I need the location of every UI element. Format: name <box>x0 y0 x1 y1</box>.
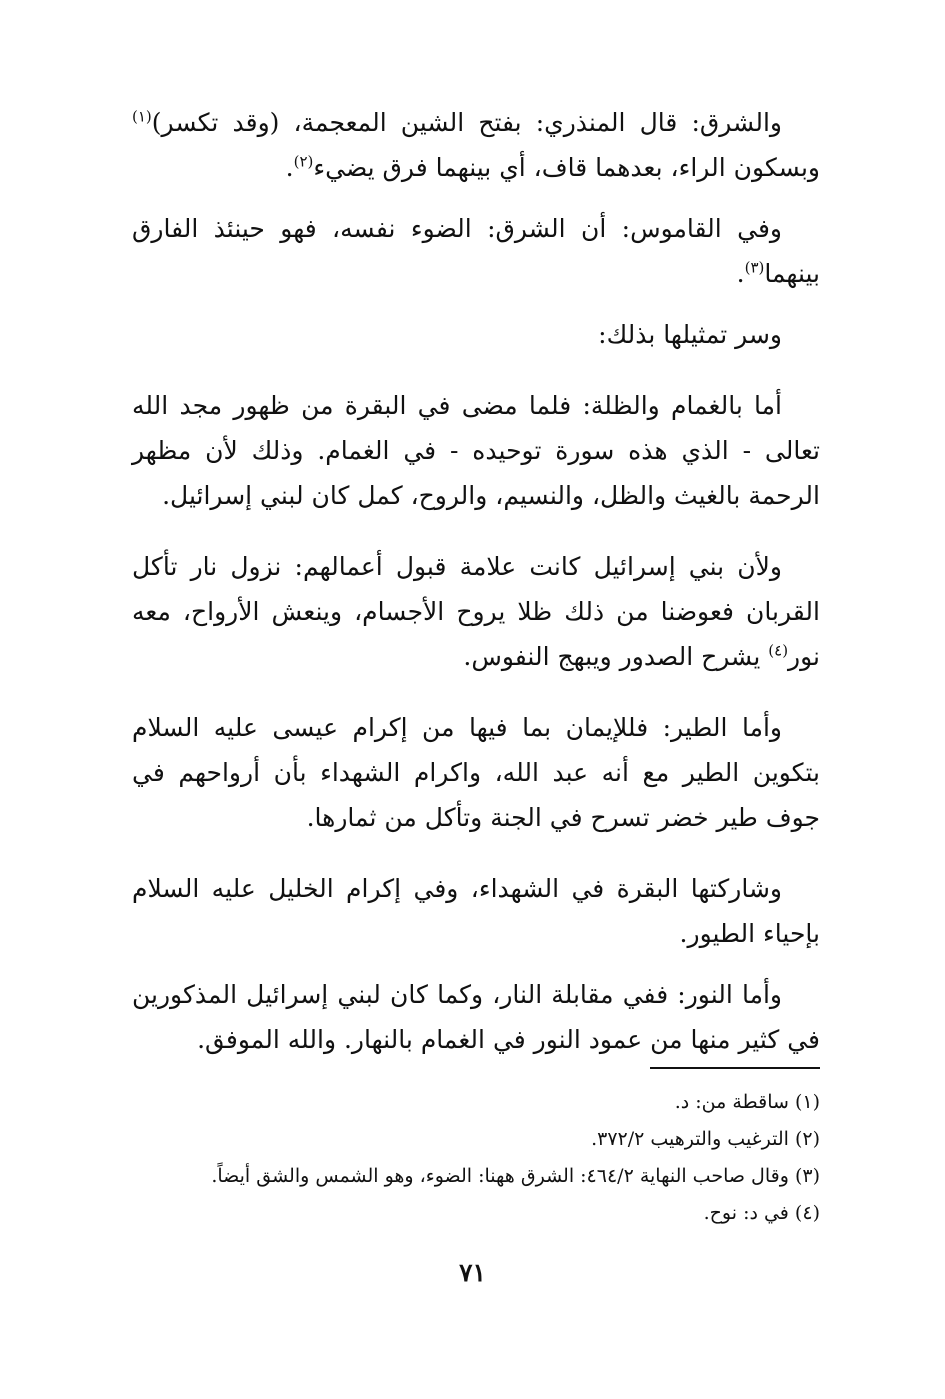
footnote-3: (٣) وقال صاحب النهاية ٤٦٤/٢: الشرق ههنا: الضوء، وهو الشمس والشق أيضاً. <box>211 1165 820 1187</box>
paragraph-1-text-cont: وبسكون الراء، بعدهما قاف، أي بينهما فرق يضيء <box>313 153 820 182</box>
paragraph-2-text: وفي القاموس: أن الشرق: الضوء نفسه، فهو حينئذ الفارق بينهما <box>132 214 820 288</box>
footnote-ref-3[interactable]: (٣) <box>744 258 765 277</box>
paragraph-7: وشاركتها البقرة في الشهداء، وفي إكرام الخليل عليه السلام بإحياء الطيور. <box>132 874 820 948</box>
paragraph-5-text: ولأن بني إسرائيل كانت علامة قبول أعمالهم: نزول نار تأكل القربان فعوضنا من ذلك ظلا يروح الأجسام، وينعش الأرواح، معه نور <box>132 552 820 671</box>
footnote-divider <box>650 1067 820 1069</box>
paragraph-2-end: . <box>736 259 745 288</box>
paragraph-5 <box>132 544 820 679</box>
footnote-4: (٤) في د: نوح. <box>703 1202 820 1224</box>
footnote-ref-4[interactable]: (٤) <box>768 641 789 660</box>
paragraph-2 <box>132 206 820 296</box>
paragraph-5-text-cont: يشرح الصدور ويبهج النفوس. <box>463 642 769 671</box>
paragraph-1 <box>132 100 820 190</box>
paragraph-8: وأما النور: ففي مقابلة النار، وكما كان لبني إسرائيل المذكورين في كثير منها من عمود النور في الغمام بالنهار. والله الموفق. <box>132 980 820 1054</box>
main-text <box>132 100 820 1062</box>
footnote-ref-1[interactable]: (١) <box>132 107 152 126</box>
paragraph-4: أما بالغمام والظلة: فلما مضى في البقرة من ظهور مجد الله تعالى - الذي هذه سورة توحيده - في الغمام. وذلك لأن مظهر الرحمة بالغيث والظل، والنسيم، والروح، كمل كان لبني إسرائيل. <box>132 391 820 510</box>
paragraph-1-end: . <box>285 153 294 182</box>
paragraph-1-text: والشرق: قال المنذري: بفتح الشين المعجمة، (وقد تكسر) <box>151 108 782 137</box>
paragraph-3: وسر تمثيلها بذلك: <box>598 320 782 349</box>
footnote-2: (٢) الترغيب والترهيب ٣٧٢/٢. <box>591 1128 820 1150</box>
footnotes <box>132 1084 820 1232</box>
page-number: ٧١ <box>459 1258 486 1287</box>
paragraph-6: وأما الطير: فللإيمان بما فيها من إكرام عيسى عليه السلام بتكوين الطير مع أنه عبد الله، واكرام الشهداء بأن أرواحهم في جوف طير خضر تسرح في الجنة وتأكل من ثمارها. <box>132 713 820 832</box>
footnote-1: (١) ساقطة من: د. <box>674 1091 820 1113</box>
footnote-ref-2[interactable]: (٢) <box>293 152 314 171</box>
